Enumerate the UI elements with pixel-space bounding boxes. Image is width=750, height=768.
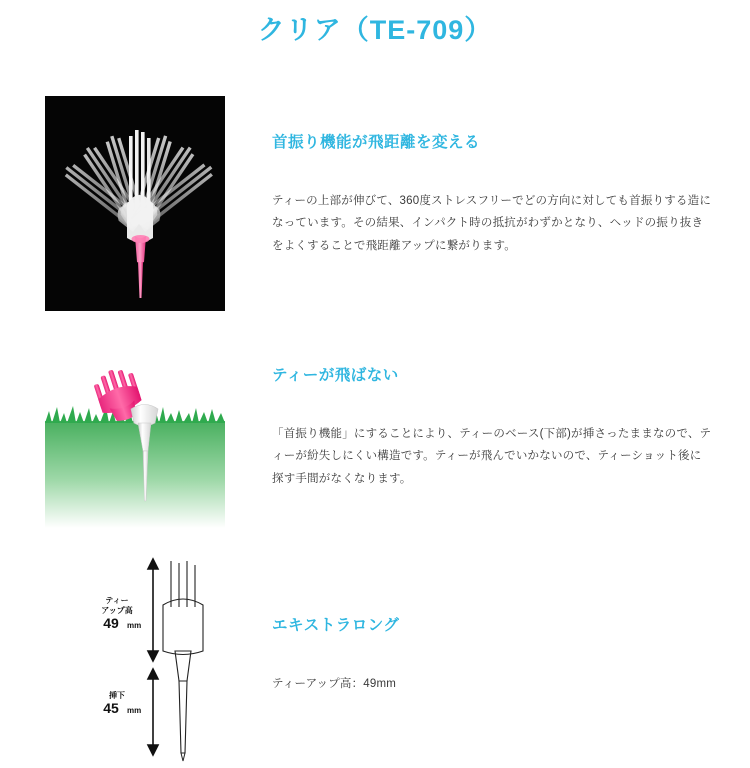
section-2-text xyxy=(272,363,712,490)
section-3-text xyxy=(272,613,712,695)
fanned-tee-photo xyxy=(45,96,225,311)
upper-label-line1: ティー xyxy=(105,596,129,605)
upper-value: 49 xyxy=(103,615,119,631)
tee-in-grass-illustration xyxy=(45,343,225,528)
grass-scene-graphic xyxy=(45,343,225,528)
lower-value: 45 xyxy=(103,700,119,716)
section-1-text xyxy=(272,130,712,257)
dimension-drawing xyxy=(45,553,225,768)
lower-label: 挿下 xyxy=(109,691,125,700)
tee-dimension-diagram xyxy=(45,553,225,768)
section-3-heading: エキストラロング xyxy=(272,617,400,634)
page-title: クリア（TE-709） xyxy=(257,15,493,45)
section-3-body: ティーアップ高：49mm xyxy=(272,678,397,690)
section-1-heading: 首振り機能が飛距離を変える xyxy=(272,134,481,151)
lower-unit: mm xyxy=(127,706,142,715)
fanned-tee-graphic xyxy=(45,96,225,311)
section-1-body: ティーの上部が伸びて、360度ストレスフリーでどの方向に対しても首振りする造になっています。その結果、インパクト時の抵抗がわずかとなり、ヘッドの振り抜きをよくすることで飛距離アップに繋がります。 xyxy=(272,195,712,252)
upper-unit: mm xyxy=(127,621,142,630)
upper-label-line2: アップ高 xyxy=(101,606,133,615)
section-2-body: 「首振り機能」にすることにより、ティーのベース(下部)が挿さったままなので、ティーが紛失しにくい構造です。ティーが飛んでいかないので、ティーショット後に探す手間がなくなります。 xyxy=(272,428,712,485)
section-2-heading: ティーが飛ばない xyxy=(272,367,399,384)
